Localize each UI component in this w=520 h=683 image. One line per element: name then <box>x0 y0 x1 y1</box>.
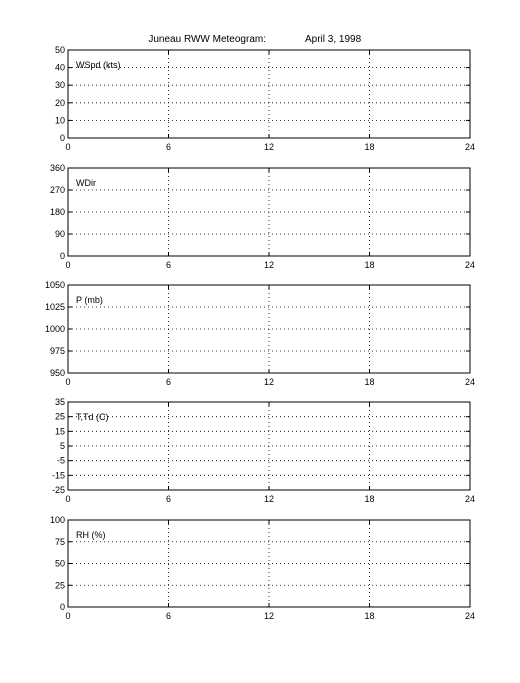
y-tick-label: 1050 <box>44 280 65 290</box>
panel-5 <box>50 515 475 621</box>
x-tick-label: 12 <box>263 260 275 270</box>
x-tick-label: 18 <box>364 260 375 270</box>
y-tick-label: 360 <box>49 163 65 173</box>
y-tick-label: -5 <box>56 455 65 466</box>
y-tick-label: 20 <box>54 97 65 108</box>
x-tick-label: 24 <box>464 142 476 152</box>
y-tick-label: 10 <box>54 115 65 126</box>
y-tick-label: 5 <box>59 441 65 451</box>
panel-4 <box>52 397 475 504</box>
x-tick-label: 12 <box>263 142 275 152</box>
x-tick-label: 12 <box>263 494 275 504</box>
y-tick-label: 30 <box>54 80 65 91</box>
y-tick-label: 75 <box>54 536 65 547</box>
y-tick-label: 25 <box>54 411 65 422</box>
x-tick-label: 18 <box>364 377 375 387</box>
x-tick-label: 24 <box>464 377 476 387</box>
y-tick-label: -15 <box>51 470 65 481</box>
y-tick-label: 180 <box>49 207 65 217</box>
x-tick-label: 6 <box>165 142 172 152</box>
panel-label: WSpd (kts) <box>76 60 121 70</box>
y-tick-label: 975 <box>49 346 65 356</box>
panel-label: RH (%) <box>76 530 106 540</box>
x-tick-label: 12 <box>263 611 275 621</box>
meteogram-panels <box>45 45 475 621</box>
x-tick-label: 0 <box>65 611 71 621</box>
y-tick-label: 1000 <box>44 324 65 334</box>
y-tick-label: 100 <box>49 515 65 525</box>
x-tick-label: 0 <box>65 494 71 504</box>
x-tick-label: 12 <box>263 377 275 387</box>
x-tick-label: 18 <box>364 611 375 621</box>
x-tick-label: 6 <box>165 494 172 504</box>
x-tick-label: 0 <box>65 260 71 270</box>
y-tick-label: 50 <box>54 558 65 569</box>
y-tick-label: 1025 <box>44 302 65 312</box>
panel-label: T,Td (C) <box>76 412 109 422</box>
panel-label: WDir <box>76 178 96 188</box>
y-tick-label: 950 <box>49 368 65 378</box>
y-tick-label: 0 <box>59 251 65 261</box>
x-tick-label: 6 <box>165 260 172 270</box>
y-tick-label: 270 <box>49 185 65 195</box>
x-tick-label: 18 <box>364 494 375 504</box>
x-tick-label: 24 <box>464 494 476 504</box>
y-tick-label: 50 <box>54 45 65 55</box>
x-tick-label: 0 <box>65 377 71 387</box>
y-tick-label: 15 <box>54 426 65 437</box>
y-tick-label: -25 <box>51 485 65 495</box>
y-tick-label: 0 <box>59 133 65 143</box>
y-tick-label: 90 <box>54 229 65 239</box>
x-tick-label: 0 <box>65 142 71 152</box>
y-tick-label: 0 <box>59 602 65 612</box>
x-tick-label: 24 <box>464 611 476 621</box>
x-tick-label: 24 <box>464 260 476 270</box>
figure-title-date: April 3, 1998 <box>305 34 362 45</box>
panel-2 <box>50 163 475 270</box>
panel-3 <box>45 280 475 387</box>
y-tick-label: 40 <box>54 62 65 73</box>
x-tick-label: 6 <box>165 611 172 621</box>
x-tick-label: 18 <box>364 142 375 152</box>
y-tick-label: 35 <box>54 397 65 407</box>
x-tick-label: 6 <box>165 377 172 387</box>
y-tick-label: 25 <box>54 580 65 591</box>
panel-1 <box>55 45 475 152</box>
figure-title-station: Juneau RWW Meteogram: <box>148 34 266 45</box>
panel-label: P (mb) <box>76 295 103 305</box>
